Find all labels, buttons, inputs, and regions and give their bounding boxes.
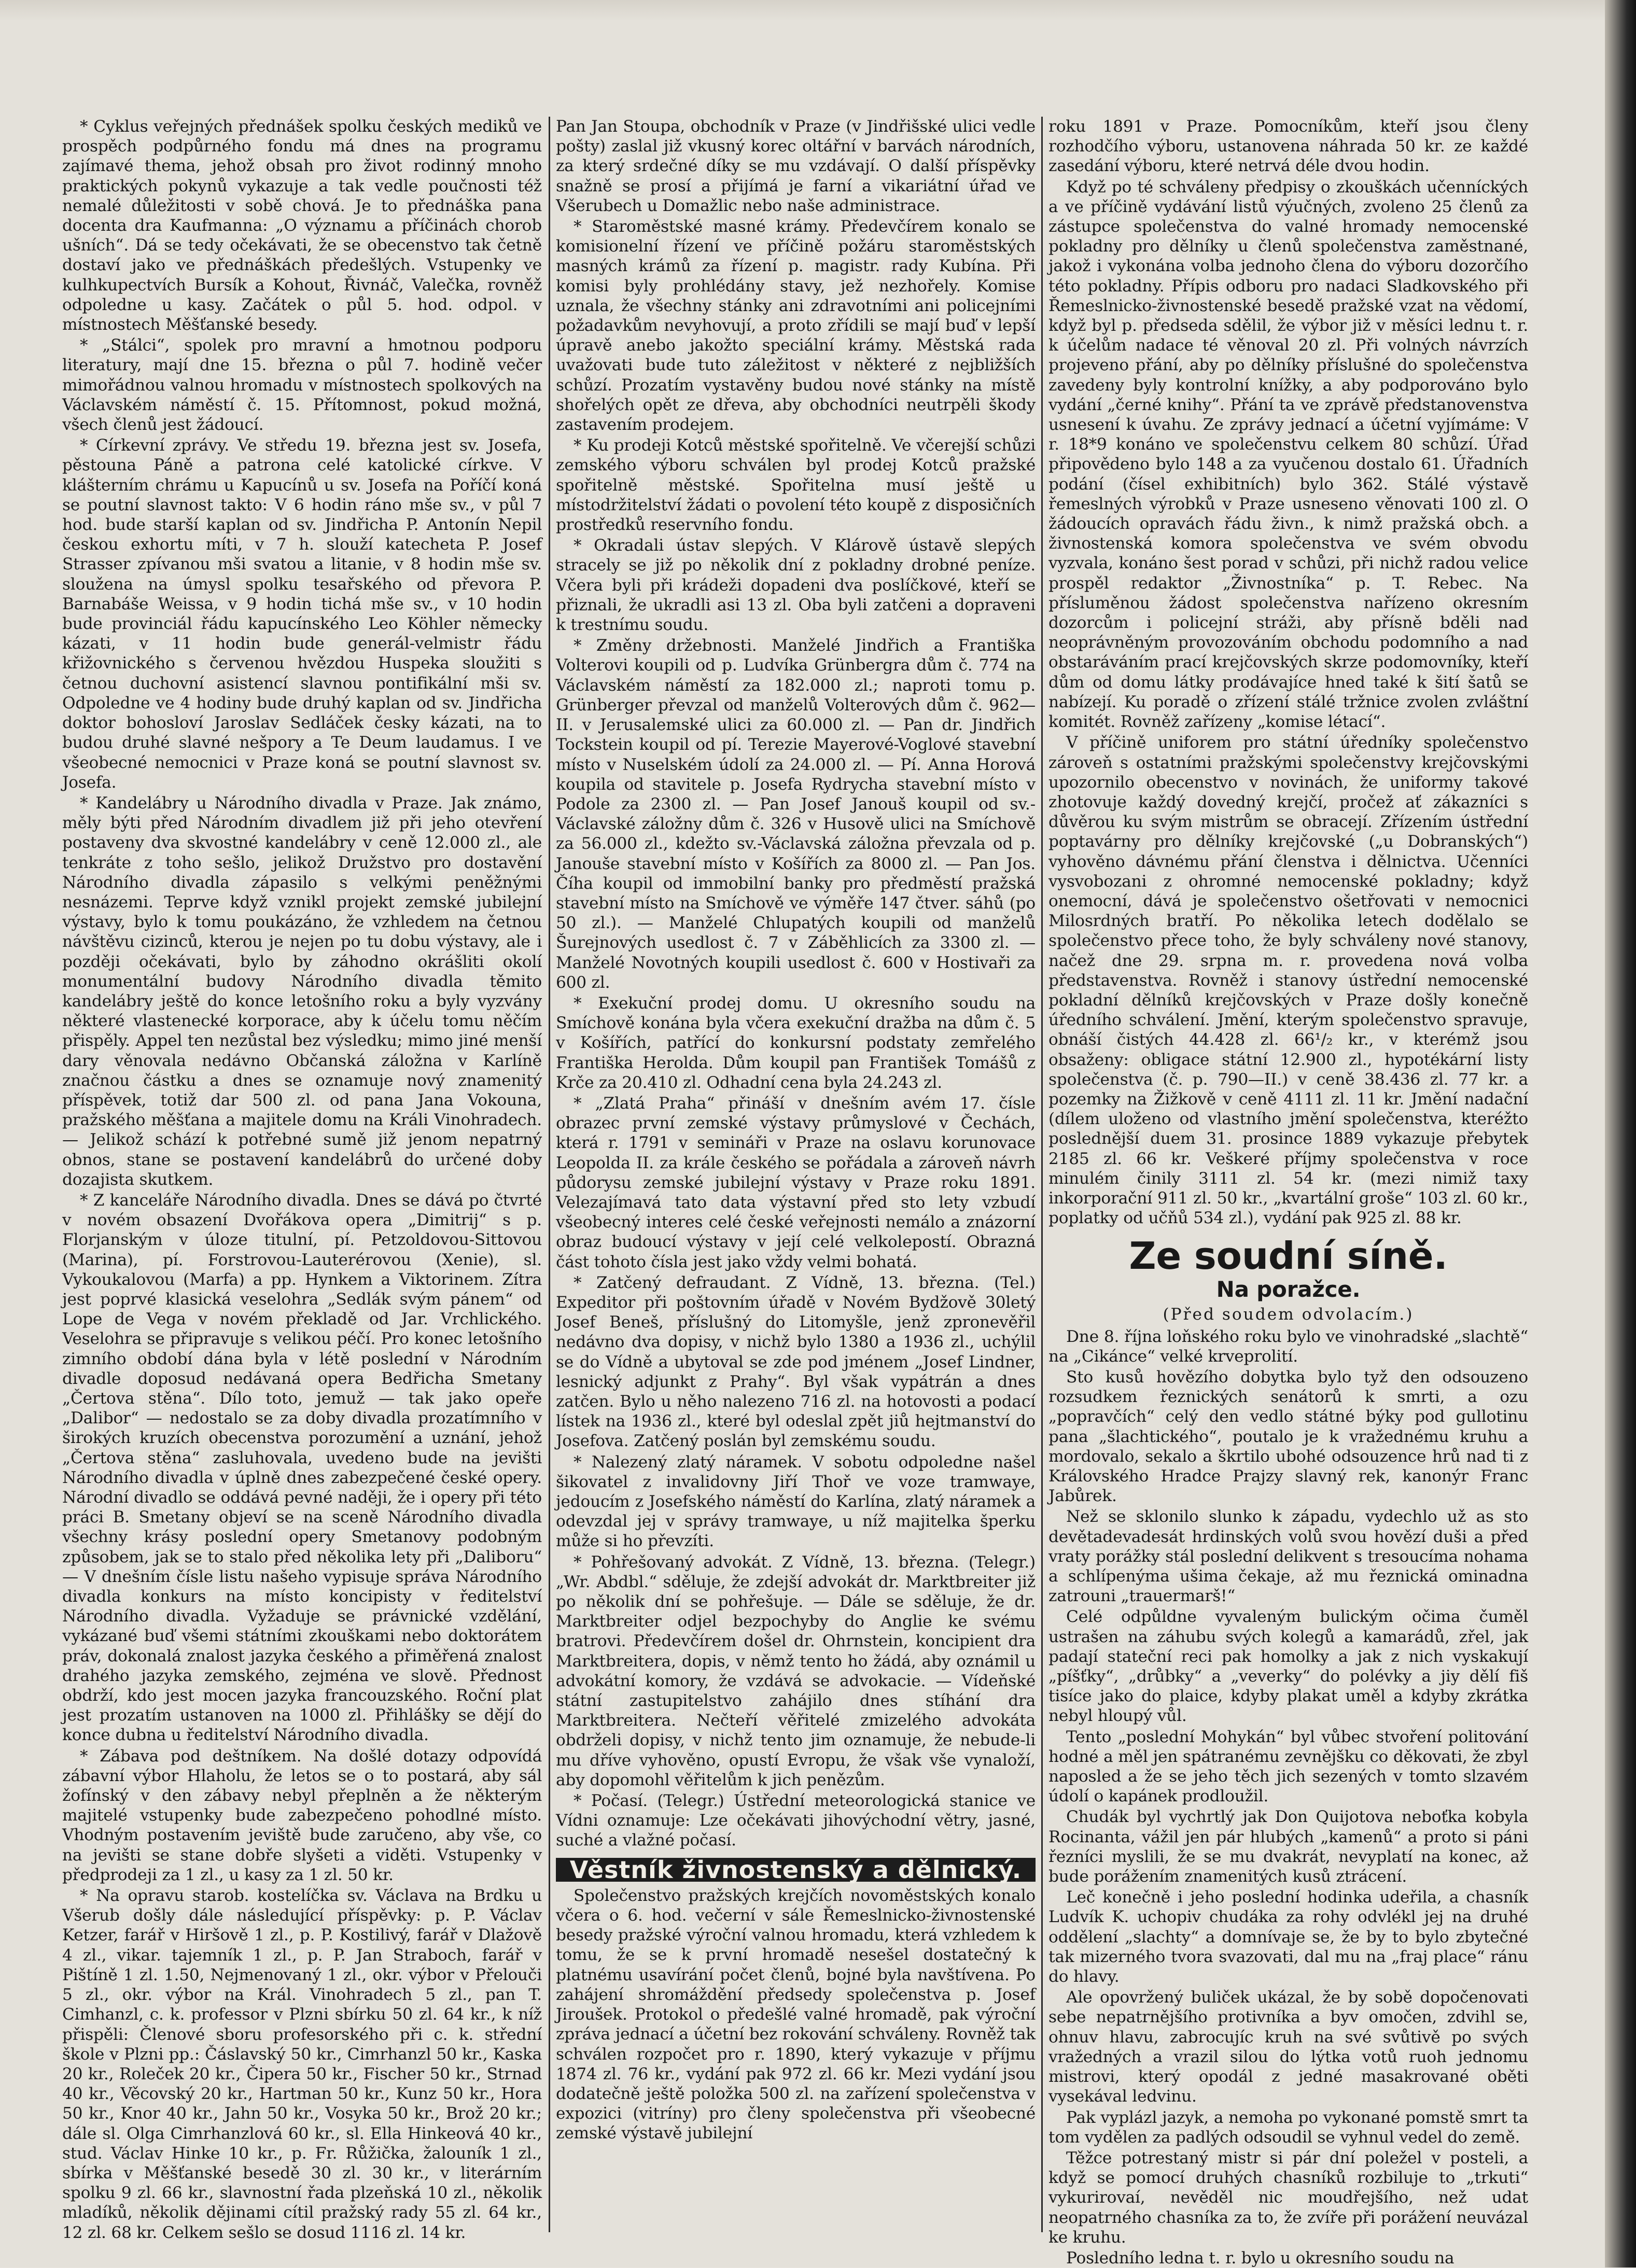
article-paragraph: Dne 8. října loňského roku bylo ve vinohradské „slachtě“ na „Cikánce“ velké krveprolití. bbox=[1048, 1327, 1528, 1366]
scan-edge-shadow bbox=[1605, 0, 1636, 2267]
article-paragraph: Společenstvo pražských krejčích novoměstských konalo včera o 6. hod. večerní v sále Řemeslnicko-živnostenské besedy pražské výroční valnou hromadu, která vzhledem k tomu, že se k první hromadě nesešel dostatečný k platnému usavírání počet členů, bojné byla navštívena. Po zahájení shromáždění předsedy společenstva p. Josef Jiroušek. Protokol o předešlé valné hromadě, pak výroční zpráva jednací a účetní bez rokování schváleny. Rovněž tak schválen rozpočet pro r. 1890, který vykazuje v příjmu 1874 zl. 76 kr., vydání pak 972 zl. 66 kr. Mezi vydání jsou dodatečně ještě položka 500 zl. na zařízení společenstva v expozici (vitríny) pro členy společenstva při všeobecné zemské výstavě jubilejní bbox=[556, 1886, 1036, 2143]
article-paragraph: * „Zlatá Praha“ přináší v dnešním avém 17. čísle obrazec první zemské výstavy průmyslové v Čechách, která r. 1791 v semináři v Praze na oslavu korunovace Leopolda II. za krále českého se pořádala a zároveň návrh půdorysu zemské jubilejní výstavy v Praze roku 1891. Velezajímavá tato data výstavní před sto lety vzbudí všeobecný interes celé české veřejnosti nemálo a znázorní obraz budoucí výstavy v její celé velkolepostí. Obrazná část tohoto čísla jest jako vždy velmi bohatá. bbox=[556, 1094, 1036, 1271]
article-paragraph: * Změny držebnosti. Manželé Jindřich a Františka Volterovi koupili od p. Ludvíka Grünbergra dům č. 774 na Václavském náměstí za 182.000 zl.; naproti tomu p. Grünberger převzal od manželů Volterových dům č. 962—II. v Jerusalemské ulici za 60.000 zl. — Pan dr. Jindřich Tockstein koupil od pí. Terezie Mayerové-Voglové stavební místo v Nuselském údolí za 24.000 zl. — Pí. Anna Horová koupila od stavitele p. Josefa Rydrycha stavební místo v Podole za 2300 zl. — Pan Josef Janouš koupil od sv.-Václavské záložny dům č. 326 v Husově ulici na Smíchově za 56.000 zl., kdežto sv.-Václavská záložna převzala od p. Janouše stavební místo v Košířích za 8000 zl. — Pan Jos. Číha koupil od immobilní banky pro předměstí pražská stavební místo na Smíchově ve výměře 147 čtver. sáhů (po 50 zl.). — Manželé Chlupatých koupili od manželů Šurejnových usedlost č. 7 v Záběhlicích za 3300 zl. — Manželé Novotných koupili usedlost č. 600 v Hostivaři za 600 zl. bbox=[556, 636, 1036, 992]
article-paragraph: Chudák byl vychrtlý jak Don Quijotova neboťka kobyla Rocinanta, vážil jen pár hlubých „kamenů“ a proto si páni řezníci myslili, že se mu dvakrát, nevyplatí na konec, až bude porážením znamenitých kusů ztrácení. bbox=[1048, 1808, 1528, 1886]
article-paragraph: V příčině uniforem pro státní úředníky společenstvo zároveň s ostatními pražskými společenstvy krejčovskými upozornilo obecenstvo v novinách, že uniformy takové zhotovuje každý dovedný krejčí, pročež ať zákazníci s důvěrou ku svým mistrům se obracejí. Zřízením ústřední poptavárny pro dělníky krejčovské („u Dobranských“) vyhověno dávnému přání členstva i dělnictva. Učenníci vysvobozani z ohromné nemocenské pokladny; když onemocní, dává je společenstvo ošetřovati v nemocnici Milosrdných bratří. Po několika letech dodělalo se společenstvo přece toho, že byly schváleny nové stanovy, načež dne 29. srpna m. r. provedena nová volba představenstva. Rovněž i stanovy ústřední nemocenské pokladní dělníků krejčovských v Praze došly konečně úředního schválení. Jmění, kterým společenstvo spravuje, obnáší čistých 44.428 zl. 66¹/₂ kr., v kterémž jsou obsaženy: obligace státní 12.900 zl., hypotékární listy společenstva (č. p. 790—II.) v ceně 38.436 zl. 77 kr. a pozemky na Žižkově v ceně 4111 zl. 11 kr. Jmění nadační (dílem uloženo od vlastního jmění společenstva, kteréžto poslednější duem 31. prosince 1889 vykazuje přebytek 2185 zl. 66 kr. Veškeré příjmy společenstva v roce minulém činily 3111 zl. 54 kr. (mezi nimiž taxy inkorporační 911 zl. 50 kr., „kvartální groše“ 103 zl. 60 kr., poplatky od učňů 534 zl.), vydání pak 925 zl. 88 kr. bbox=[1048, 733, 1528, 1228]
article-paragraph: roku 1891 v Praze. Pomocníkům, kteří jsou členy rozhodčího výboru, ustanovena náhrada 50 kr. ze každé zasedání výboru, které netrvá déle dvou hodin. bbox=[1048, 117, 1528, 176]
article-paragraph: Tento „poslední Mohykán“ byl vůbec stvoření politování hodné a měl jen spátranému zevnějšku co děkovati, že zbyl naposled a že se jeho těch jich sezených v tomto slzavém údolí o kapánek prodloužil. bbox=[1048, 1727, 1528, 1806]
article-paragraph: * Církevní zprávy. Ve středu 19. března jest sv. Josefa, pěstouna Páně a patrona celé katolické církve. V klášterním chrámu u Kapucínů u sv. Josefa na Poříčí koná se poutní slavnost takto: V 6 hodin ráno mše sv., v půl 7 hod. bude starší kaplan od sv. Jindřicha P. Antonín Nepil českou exhortu míti, v 7 h. slouží katecheta P. Josef Strasser zpívanou mši svatou a litanie, v 8 hodin mše sv. sloužena na úmysl spolku tesařského od převora P. Barnabáše Weissa, v 9 hodin tichá mše sv., v 10 hodin bude provinciál řádu kapucínského Leo Köhler německy kázati, v 11 hodin bude generál-velmistr řádu křižovnického s červenou hvězdou Huspeka sloužiti s četnou duchovní asistencí slavnou pontifikální mši sv. Odpoledne ve 4 hodiny bude druhý kaplan od sv. Jindřicha doktor bohosloví Jaroslav Sedláček česky kázati, na to budou druhé slavné nešpory a Te Deum laudamus. I ve všeobecné nemocnici v Praze koná se poutní slavnost sv. Josefa. bbox=[62, 436, 542, 792]
article-paragraph: * Okradali ústav slepých. V Klárově ústavě slepých stracely se již po několik dní z pokladny drobné peníze. Včera byli při krádeži dopadeni dva poslíčkové, kteří se přiznali, že ukradli asi 13 zl. Oba byli zatčeni a dopraveni k trestnímu soudu. bbox=[556, 536, 1036, 635]
article-paragraph: * Nalezený zlatý náramek. V sobotu odpoledne našel šikovatel z invalidovny Jiří Thoř ve voze tramwaye, jedoucím z Josefského náměstí do Karlína, zlatý náramek a odevzdal jej v správy tramwaye, u níž majitelka šperku může si ho převzíti. bbox=[556, 1452, 1036, 1551]
column-1 bbox=[62, 117, 542, 2242]
column-divider bbox=[549, 117, 550, 2232]
article-subtitle: (Před soudem odvolacím.) bbox=[1163, 1305, 1414, 1324]
column-2 bbox=[556, 117, 1036, 2232]
article-paragraph: Posledního ledna t. r. bylo u okresního soudu na bbox=[1066, 2248, 1455, 2267]
article-title: Na poražce. bbox=[1216, 1277, 1361, 1303]
article-paragraph: * Zábava pod deštníkem. Na došlé dotazy odpovídá zábavní výbor Hlaholu, že letos se o to postará, aby sál žofínský v den zábavy nebyl přeplněn a že některým majitelé vstupenky bude zabezpečeno pohodlné místo. Vhodným postavením jeviště bude zaručeno, aby vše, co na jevišti se stane dobře slyšeti a viděti. Vstupenky v předprodeji za 1 zl., u kasy za 1 zl. 50 kr. bbox=[62, 1746, 542, 1884]
article-paragraph: * Ku prodeji Kotců městské spořitelně. Ve včerejší schůzi zemského výboru schválen byl prodej Kotců pražské spořitelně městské. Spořitelna musí ještě u místodržitelství žádati o povolení této koupě z disposičních prostředků reservního fondu. bbox=[556, 436, 1036, 535]
page-top-edge bbox=[0, 0, 1605, 21]
article-paragraph: Než se sklonilo slunko k západu, vydechlo už as sto devětadevadesát hrdinských volů svou hovězí duši a před vraty porážky stál poslední delikvent s tresoucíma nohama a schlípenýma ušima čekaje, až mu řeznická ominadna zatrouni „trauermarš!“ bbox=[1048, 1507, 1528, 1606]
article-paragraph: * Staroměstské masné krámy. Předevčírem konalo se komisionelní řízení ve příčině požáru staroměstských masných krámů za řízení p. magistr. rady Kubína. Při komisi byly prohlédány stavy, jež nezhořely. Komise uznala, že všechny stánky ani zdravotními ani policejními požadavkům nevyhovují, a proto zřídili se mají buď v lepší úpravě anebo jakožto speciální krámy. Městská rada uvažovati bude tuto záležitost v některé z nejbližších schůzí. Prozatím vystavěny budou nové stánky na místě shořelých opět ze dřeva, aby obchodníci neutrpěli škody zastavením prodejem. bbox=[556, 217, 1036, 435]
article-paragraph: Těžce potrestaný mistr si pár dní poležel v posteli, a když se pomocí druhých chasníků rozbiluje to „trkuti“ vykurirovaí, nevěděl nic moudřejšího, než udat neopatrného chasníka za to, že zvíře při porážení neuvázal ke kruhu. bbox=[1048, 2148, 1528, 2247]
section-header-court: Ze soudní síně. bbox=[1129, 1234, 1448, 1278]
article-paragraph: Leč konečně i jeho poslední hodinka udeřila, a chasník Ludvík K. uchopiv chudáka za rohy odvlékl jej na druhé oddělení „slachty“ a domnívaje se, že by to bylo zbytečné tak mizerného tvora svazovati, dal mu na „fraj place“ ránu do hlavy. bbox=[1048, 1888, 1528, 1986]
article-paragraph: * Pohřešovaný advokát. Z Vídně, 13. března. (Telegr.) „Wr. Abdbl.“ sděluje, že zdejší advokát dr. Marktbreiter již po několik dní se pohřešuje. — Dále se sděluje, že dr. Marktbreiter odjel bezpochyby do Anglie ke svému bratrovi. Předevčírem došel dr. Ohrnstein, koncipient dra Marktbreitera, dopis, v němž tento ho žádá, aby oznámil u advokátní komory, že vzdává se advokacie. — Vídeňské státní zastupitelstvo zahájilo dnes stíhání dra Marktbreitera. Nečteří věřitelé zmizelého advokáta obdrželi dopisy, v nichž tento jim oznamuje, že nebude-li mu dříve vyhověno, opustí Evropu, že však vše vynaloží, aby dopomohl věřitelům k jich penězům. bbox=[556, 1552, 1036, 1789]
article-paragraph: Pak vyplázl jazyk, a nemoha po vykonané pomstě smrt ta tom vydělen za padlých odsoudil se vyhnul vedel do země. bbox=[1048, 2108, 1528, 2147]
article-paragraph: Ale opovržený buliček ukázal, že by sobě dopočenovati sebe nepatrnějšího protivníka a byv omočen, zdvihl se, ohnuv hlavu, zabrocujíc kruh na své svůtivě po svých vražedných a vrazil silou do lýtka votů ruoh jednomu mistrovi, který opodál z jedné masakrované oběti vysekával ledvinu. bbox=[1048, 1988, 1528, 2106]
article-paragraph: Sto kusů hovězího dobytka bylo tyž den odsouzeno rozsudkem řeznických senátorů k smrti, a ozu „popravčích“ celý den vedlo státné býky pod gullotinu pana „šlachtického“, poutalo je k vražednému kruhu a mordovalo, sekalo a škrtilo ubohé odsouzence hrů nad ti z Královského Hradce Prajzy slavný rek, kanonýr Franc Jabůrek. bbox=[1048, 1367, 1528, 1506]
article-paragraph: * Kandelábry u Národního divadla v Praze. Jak známo, měly býti před Národním divadlem již při jeho otevření postaveny dva skvostné kandelábry v ceně 12.000 zl., ale tenkráte z toho sešlo, jelikož Družstvo pro dostavění Národního divadla zápasilo s velkými peněžnými nesnázemi. Teprve když vznikl projekt zemské jubilejní výstavy, bylo k tomu poukázáno, že vzhledem na četnou návštěvu cizinců, kterou je nejen po tu dobu výstavy, ale i později očekávati, bylo by záhodno okrášliti okolí monumentální budovy Národního divadla těmito kandelábry ještě do konce letošního roku a byly vyzvány některé vlastenecké korporace, aby k účelu tomu něčím přispěly. Appel ten nezůstal bez výsledku; mimo jiné menší dary věnovala nedávno Občanská záložna v Karlíně značnou částku a dnes se oznamuje nový znamenitý příspěvek, totiž dar 500 zl. od pana Jana Vokouna, pražského měšťana a majitele domu na Králi Vinohradech. — Jelikož schází k potřebné sumě již jenom nepatrný obnos, stane se postavení kandelábrů do určené doby dozajista skutkem. bbox=[62, 793, 542, 1189]
article-paragraph: Pan Jan Stoupa, obchodník v Praze (v Jindřišské ulici vedle pošty) zaslal již vkusný korec oltářní v barvách národních, za který srdečné díky se mu vzdávají. O další příspěvky snažně se prosí a přijímá je farní a vikariátní úřad ve Všerubech u Domažlic nebo naše administrace. bbox=[556, 117, 1036, 215]
article-paragraph: * Zatčený defraudant. Z Vídně, 13. března. (Tel.) Expeditor při poštovním úřadě v Novém Bydžově 30letý Josef Beneš, příslušný do Litomyšle, jenž zpronevěřil nedávno dva dopisy, v nichž bylo 1380 a 1936 zl., uchýlil se do Vídně a ubytoval se zde pod jménem „Josef Lindner, lesnický adjunkt z Prahy“. Byl však vypátrán a dnes zatčen. Bylo u něho nalezeno 716 zl. na hotovosti a podací lístek na 1936 zl., které byl odeslal zpět jiů hejtmanství do Josefova. Zatčený poslán byl zemskému soudu. bbox=[556, 1273, 1036, 1451]
section-header-trade-bulletin: Věstník živnostenský a dělnický. bbox=[556, 1858, 1036, 1882]
article-paragraph: Když po té schváleny předpisy o zkouškách učenníckých a ve příčině vydávání listů výučných, zvoleno 25 členů za zástupce společenstva do valné hromady nemocenské pokladny pro dělníky u členů společenstva zaměstnané, jakož i vykonána volba jednoho člena do výboru dozorčího této pokladny. Přípis odboru pro nadaci Sladkovského při Řemeslnicko-živnostenské besedě pražské vzat na vědomí, když byl p. předseda sdělil, že výbor již v měsíci lednu t. r. k účelům nadace té věnoval 20 zl. Při volných návrzích projeveno přání, aby po dělníky příslušné do společenstva zavedeny byly kontrolní knížky, a aby podporováno bylo vydání „černé knihy“. Přání ta ve zprávě předstanovenstva usnesení k úvahu. Ze zprávy jednací a účetní vyjímáme: V r. 18*9 konáno ve společenstvu celkem 80 schůzí. Úřad připovědeno bylo 148 a za vyučenou dostalo 61. Úřadních podání (čísel exhibitních) bylo 362. Stálé výstavě řemeslných výrobků v Praze usneseno věnovati 100 zl. O žádoucích opravách řádu živn., k nimž pražská obch. a živnostenská komora společenstva ve svém obvodu vyzvala, konáno šest porad v schůzi, při nichž radou velice prospěl redaktor „Živnostníka“ p. T. Rebec. Na přísluměnou žádost společenstva nařízeno okresním dozorcům i policejní stráži, aby přísně bděli nad neoprávněným provozováním obchodu podomního a nad obstaráváním prací krejčovských skrze podomovníky, kteří dům od domu látky prodávajíce hned také k šití šatů se nabízejí. Ku poradě o zřízení stálé tržnice zvolen zvláštní komitét. Rovněž zařízeny „komise létací“. bbox=[1048, 177, 1528, 732]
article-paragraph: * Na opravu starob. kostelíčka sv. Václava na Brdku u Všerub došly dále následující příspěvky: p. P. Václav Ketzer, farář v Hiršově 1 zl., p. P. Kostilivý, farář v Dlažově 4 zl., vikar. tajemník 1 zl., p. P. Jan Straboch, farář v Pištíně 1 zl. 1.50, Nejmenovaný 1 zl., okr. výbor v Přelouči 5 zl., okr. výbor na Král. Vinohradech 5 zl., pan T. Cimhanzl, c. k. professor v Plzni sbírku 50 zl. 64 kr., k níž přispěli: Členové sboru profesorského při c. k. střední škole v Plzni pp.: Čáslavský 50 kr., Cimrhanzl 50 kr., Kaska 20 kr., Roleček 20 kr., Čipera 50 kr., Fischer 50 kr., Strnad 40 kr., Věcovský 20 kr., Hartman 50 kr., Kunz 50 kr., Hora 50 kr., Knor 40 kr., Jahn 50 kr., Vosyka 50 kr., Brož 20 kr.; dále sl. Olga Cimrhanzlová 60 kr., sl. Ella Hinkeová 40 kr., stud. Václav Hinke 10 kr., p. Fr. Růžička, žalouník 1 zl., sbírka v Měšťanské besedě 30 zl. 30 kr., v literárním spolku 9 zl. 66 kr., slavnostní řada plzeňská 10 zl., několik mladíků, několik dějinami cítil pražský rady 55 zl. 64 kr., 12 zl. 68 kr. Celkem sešlo se dosud 1116 zl. 14 kr. bbox=[62, 1886, 542, 2242]
column-divider bbox=[1041, 117, 1043, 2232]
article-paragraph: * Z kanceláře Národního divadla. Dnes se dává po čtvrté v novém obsazení Dvořákova opera „Dimitrij“ s p. Florjanským v úloze titulní, pí. Petzoldovou-Sittovou (Marina), pí. Forstrovou-Lauterérovou (Xenie), sl. Vykoukalovou (Marfa) a pp. Hynkem a Viktorinem. Zítra jest poprvé klasická veselohra „Sedlák svým pánem“ od Lope de Vega v novém překladě od Jar. Vrchlického. Veselohra se připravuje s velikou péčí. Pro konec letošního zimního období dána byla v létě poslední v Národním divadle doposud nedávaná opera Bedřicha Smetany „Čertova stěna“. Dílo toto, jemuž — tak jako opeře „Dalibor“ — nedostalo se za doby divadla prozatímního v širokých kruzích obecenstva porozumění a uznání, jehož „Čertova stěna“ zasluhovala, uvedeno bude na jevišti Národního divadla v úplně dnes zabezpečené české opery. Národní divadlo se oddává pevné naději, že i opery při této práci B. Smetany objeví se na sceně Národního divadla všechny krásy poslední opery Smetanovy podobným způsobem, jak se to stalo před několika lety při „Daliboru“ — V dnešním čísle listu našeho vypisuje správa Národního divadla konkurs na místo koncipisty v ředitelství Národního divadla. Vyžaduje se právnické vzdělání, vykázané buď všemi státními zkouškami nebo doktorátem práv, dokonalá znalost jazyka českého a přiměřená znalost drahého jazyka zemského, zejména ve slově. Přednost obdrží, kdo jest mocen jazyka francouzského. Roční plat jest prozatím ustanoven na 1000 zl. Přihlášky se dějí do konce dubna u ředitelství Národního divadla. bbox=[62, 1191, 542, 1745]
article-paragraph: * Cyklus veřejných přednášek spolku českých mediků ve prospěch podpůrného fondu má dnes na programu zajímavé thema, jehož obsah pro život rodinný mnoho praktických pokynů vykazuje a tak vedle poučnosti též nemalé důležitosti v sobě chová. Je to přednáška pana docenta dra Kaufmanna: „O významu a příčinách chorob ušních“. Dá se tedy očekávati, že se obecenstvo tak četně dostaví jako ve přednáškách předešlých. Vstupenky ve kulhkupectvích Bursík a Kohout, Řivnáč, Valečka, rovněž odpoledne u kasy. Začátek o půl 5. hod. odpol. v místnostech Měšťanské besedy. bbox=[62, 117, 542, 334]
article-paragraph: * Počasí. (Telegr.) Ústřední meteorologická stanice ve Vídni oznamuje: Lze očekávati jihovýchodní větry, jasné, suché a vlažné počasí. bbox=[556, 1791, 1036, 1850]
article-paragraph: * Exekuční prodej domu. U okresního soudu na Smíchově konána byla včera exekuční dražba na dům č. 5 v Košířích, patřící do konkursní podstaty zemřelého Františka Herolda. Dům koupil pan František Tomášů z Krče za 20.410 zl. Odhadní cena byla 24.243 zl. bbox=[556, 993, 1036, 1092]
article-paragraph: * „Stálci“, spolek pro mravní a hmotnou podporu literatury, mají dne 15. března o půl 7. hodině večer mimořádnou valnou hromadu v místnostech spolkových na Václavském náměstí č. 15. Přítomnost, pokud možná, všech členů jest žádoucí. bbox=[62, 336, 542, 435]
column-3 bbox=[1048, 117, 1528, 2267]
article-paragraph: Celé odpůldne vyvaleným bulickým očima čuměl ustrašen na záhubu svých kolegů a kamarádů, zřel, jak padají stateční reci pak homolky a jak z nich vyskakují „píšťky“, „drůbky“ a „veverky“ do polévky a jiy dělí fiš tisíce jako do plaice, kdyby plakat uměl a kdyby zkrátka nebyl hloupý vůl. bbox=[1048, 1607, 1528, 1726]
